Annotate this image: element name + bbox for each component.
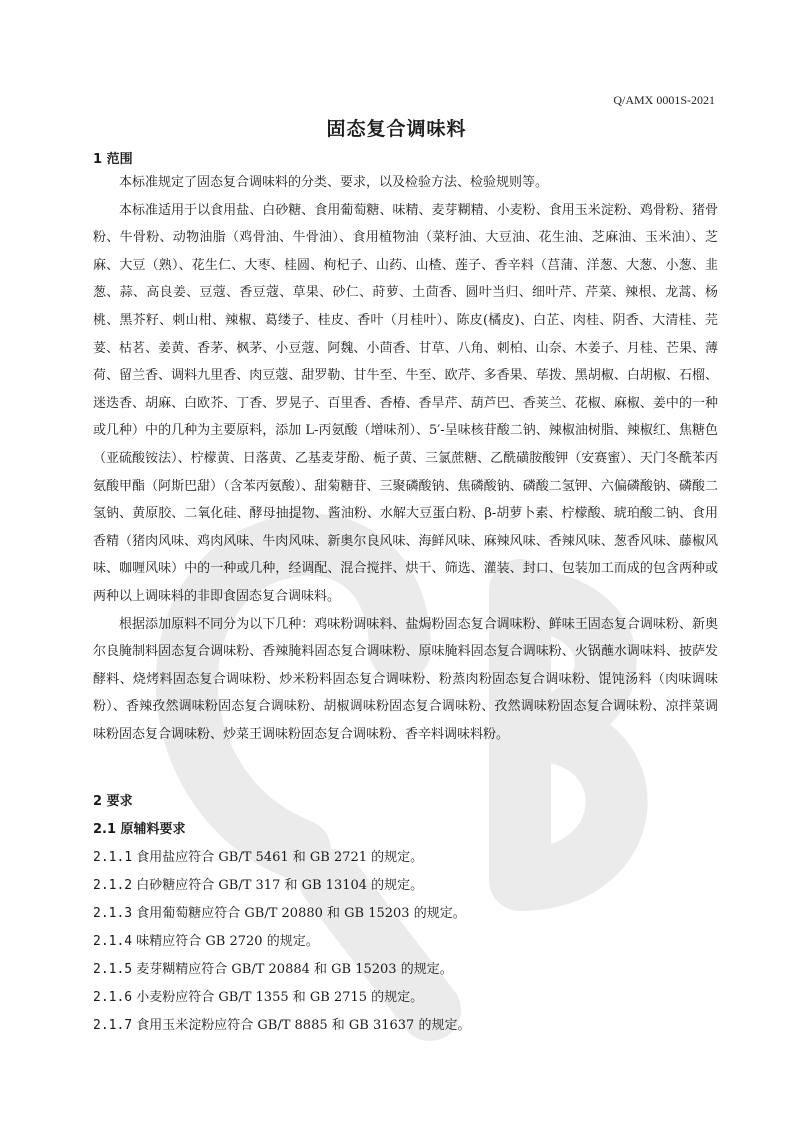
document-title: 固态复合调味料 [326,118,467,140]
clause-number: 2.1.2 [93,878,133,893]
clause-text: 食用玉米淀粉应符合 GB/T 8885 和 GB 31637 的规定。 [136,1018,471,1033]
scope-paragraph: 本标准规定了固态复合调味料的分类、要求，以及检验方法、检验规则等。 [119,175,549,190]
clause-number: 2.1.6 [93,990,133,1005]
document-code: Q/AMX 0001S-2021 [613,93,715,107]
clause-2-1-4 [93,930,319,949]
section-heading-requirements: 2 要求 [93,794,133,809]
clause-text: 麦芽糊精应符合 GB/T 20884 和 GB 15203 的规定。 [136,962,453,977]
clause-text: 食用葡萄糖应符合 GB/T 20880 和 GB 15203 的规定。 [136,906,466,921]
clause-2-1-1 [93,846,423,865]
clause-2-1-2 [93,874,423,893]
clause-number: 2.1.1 [93,850,133,865]
clause-2-1-7 [93,1014,470,1033]
clause-text: 食用盐应符合 GB/T 5461 和 GB 2721 的规定。 [136,850,424,865]
clause-2-1-5 [93,958,453,977]
clause-text: 白砂糖应符合 GB/T 317 和 GB 13104 的规定。 [136,878,424,893]
clause-text: 味精应符合 GB 2720 的规定。 [136,934,319,949]
scope-paragraph: 根据添加原料不同分为以下几种：鸡味粉调味料、盐焗粉固态复合调味粉、鲜味王固态复合调味粉、新奥尔良腌制料固态复合调味粉、香辣腌料固态复合调味粉、原味腌料固态复合调味粉、火锅蘸水调味料、披萨发酵料、烧烤料固态复合调味粉、炒米粉料固态复合调味粉、粉蒸肉粉固态复合调味粉、馄饨汤料（肉味调味粉）、香辣孜然调味粉固态复合调味粉、胡椒调味粉固态复合调味粉、孜然调味粉固态复合调味粉、凉拌菜调味粉固态复合调味粉、炒菜王调味粉固态复合调味粉、香辛料调味料粉。 [93,616,718,742]
scope-body [93,169,718,748]
clause-number: 2.1.3 [93,906,133,921]
clause-2-1-6 [93,986,423,1005]
subsection-heading-raw-materials: 2.1 原辅料要求 [93,822,186,837]
clause-number: 2.1.5 [93,962,133,977]
section-heading-scope: 1 范围 [93,152,133,167]
clause-number: 2.1.4 [93,934,133,949]
clause-2-1-3 [93,902,466,921]
scope-paragraph: 本标准适用于以食用盐、白砂糖、食用葡萄糖、味精、麦芽糊精、小麦粉、食用玉米淀粉、鸡骨粉、猪骨粉、牛骨粉、动物油脂（鸡骨油、牛骨油）、食用植物油（菜籽油、大豆油、花生油、芝麻油、玉米油）、芝麻、大豆（熟）、花生仁、大枣、桂圆、枸杞子、山药、山楂、莲子、香辛料（莒蒲、洋葱、大葱、小葱、韭葱、蒜、高良姜、豆蔻、香豆蔻、草果、砂仁、莳萝、土茴香、圆叶当归、细叶芹、芹菜、辣根、龙蒿、杨桃、黑芥籽、刺山柑、辣椒、葛缕子、桂皮、香叶（月桂叶）、陈皮(橘皮)、白芷、肉桂、阴香、大清桂、芫荽、枯茗、姜黄、香茅、枫茅、小豆蔻、阿魏、小茴香、甘草、八角、刺柏、山奈、木姜子、月桂、芒果、薄荷、留兰香、调料九里香、肉豆蔻、甜罗勒、甘牛至、牛至、欧芹、多香果、荜拨、黑胡椒、白胡椒、石榴、迷迭香、胡麻、白欧芥、丁香、罗晃子、百里香、香椿、香旱芹、葫芦巴、香荚兰、花椒、麻椒、姜中的一种或几种）中的几种为主要原料，添加 L-丙氨酸（增味剂）、5′-呈味核苷酸二钠、辣椒油树脂、辣椒红、焦糖色（亚硫酸铵法）、柠檬黄、日落黄、乙基麦芽酚、栀子黄、三氯蔗糖、乙酰磺胺酸钾（安赛蜜）、天门冬酰苯丙氨酸甲酯（阿斯巴甜）（含苯丙氨酸）、甜菊糖苷、三聚磷酸钠、焦磷酸钠、磷酸二氢钾、六偏磷酸钠、磷酸二氢钠、黄原胶、二氧化硅、酵母抽提物、酱油粉、水解大豆蛋白粉、β-胡萝卜素、柠檬酸、琥珀酸二钠、食用香精（猪肉风味、鸡肉风味、牛肉风味、新奥尔良风味、海鲜风味、麻辣风味、香辣风味、葱香风味、藤椒风味、咖喱风味）中的一种或几种，经调配、混合搅拌、烘干、筛选、灌装、封口、包装加工而成的包含两种或两种以上调味料的非即食固态复合调味料。 [93,202,718,604]
clause-text: 小麦粉应符合 GB/T 1355 和 GB 2715 的规定。 [136,990,424,1005]
clause-number: 2.1.7 [93,1018,133,1033]
